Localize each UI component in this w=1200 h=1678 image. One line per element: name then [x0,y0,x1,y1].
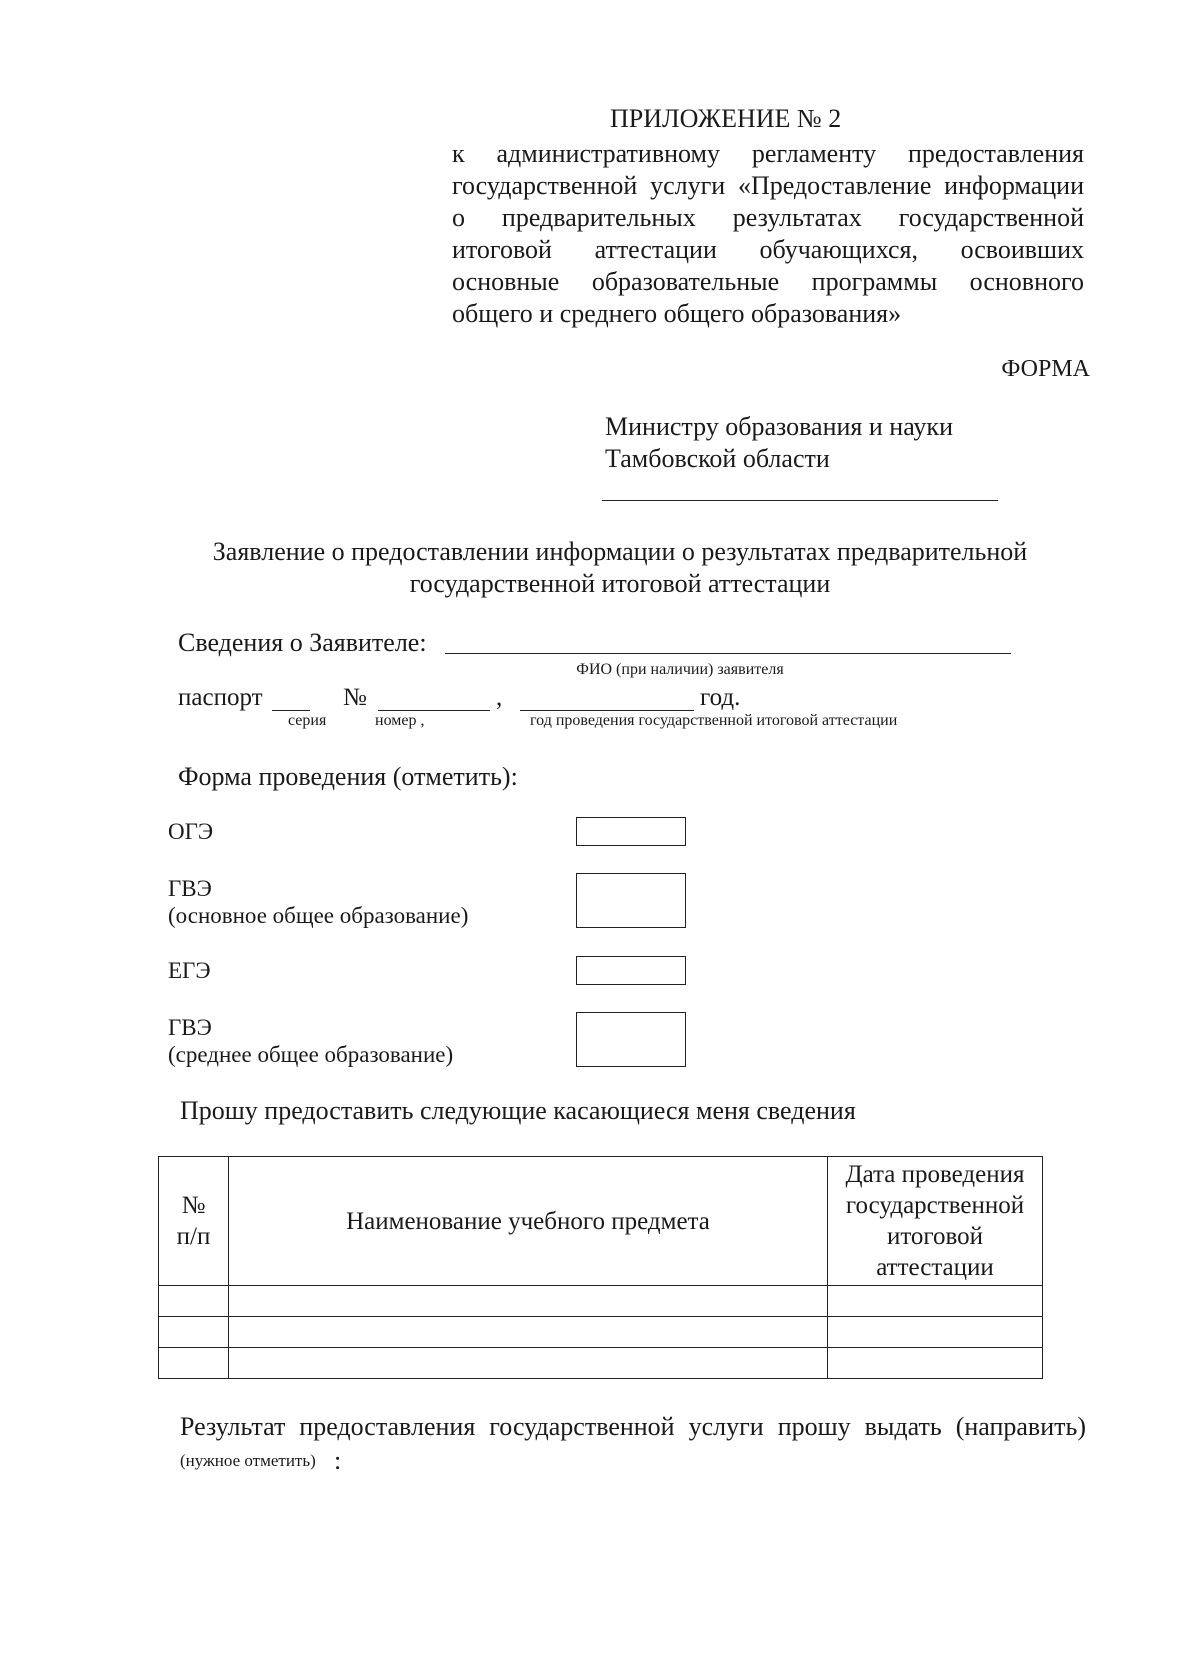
table-header-row [159,1157,1043,1286]
exam-year-field[interactable] [520,710,694,711]
annex-text: к административному регламенту предоставления государственной услуги «Предоставление информации о предварительных результатах государственной итоговой аттестации обучающихся, освоивших основные образовательные программы основного общего и среднего общего образования» [452,139,1084,328]
passport-number-field[interactable] [378,710,490,711]
option-ege-checkbox[interactable] [576,956,686,985]
option-oge-checkbox[interactable] [576,817,686,846]
number-sign: № [343,684,367,711]
result-colon: : [334,1446,342,1475]
table-cell-date[interactable] [828,1286,1043,1317]
table-row [159,1286,1043,1317]
option-gve-basic-label: ГВЭ [168,876,212,901]
exam-year-hint: год проведения государственной итоговой аттестации [530,712,898,729]
result-hint: (нужное отметить) [180,1451,316,1470]
applicant-name-hint: ФИО (при наличии) заявителя [576,661,784,678]
request-label: Прошу предоставить следующие касающиеся меня сведения [180,1096,856,1125]
addressee-blank-line[interactable] [602,500,998,501]
table-cell-subject[interactable] [229,1348,828,1379]
applicant-name-field[interactable] [445,653,1011,654]
series-hint: серия [288,712,327,729]
statement-title [180,536,1060,600]
year-suffix: год. [700,684,741,711]
option-gve-secondary-label: ГВЭ [168,1015,212,1040]
table-cell-date[interactable] [828,1348,1043,1379]
number-hint: номер , [375,712,425,729]
subjects-table [158,1156,1043,1379]
table-row [159,1317,1043,1348]
option-gve-secondary-checkbox[interactable] [576,1012,686,1067]
table-cell-subject[interactable] [229,1286,828,1317]
comma-separator: , [496,684,503,711]
form-mark: ФОРМА [1001,356,1090,382]
col-number-line-1: № [181,1192,206,1219]
col-number-header [159,1157,229,1286]
passport-series-field[interactable] [272,710,310,711]
col-date-line-2: государственной [845,1192,1025,1219]
table-cell-subject[interactable] [229,1317,828,1348]
exam-mode-label: Форма проведения (отметить): [178,762,518,791]
table-row [159,1348,1043,1379]
col-date-line-1: Дата проведения [845,1161,1025,1188]
col-subject-header: Наименование учебного предмета [229,1157,828,1286]
statement-title-line-2: государственной итоговой аттестации [409,569,831,598]
col-number-line-2: п/п [176,1223,211,1250]
option-gve-basic-checkbox[interactable] [576,873,686,928]
table-cell-number[interactable] [159,1286,229,1317]
table-cell-number[interactable] [159,1348,229,1379]
table-cell-date[interactable] [828,1317,1043,1348]
table-cell-number[interactable] [159,1317,229,1348]
applicant-label: Сведения о Заявителе: [178,628,427,657]
option-gve-secondary-note: (среднее общее образование) [168,1042,454,1067]
option-ege-label: ЕГЭ [168,958,211,983]
col-date-line-4: аттестации [876,1254,994,1281]
col-date-line-3: итоговой [886,1223,984,1250]
addressee-line-2: Тамбовской области [605,444,830,473]
passport-label: паспорт [178,684,263,711]
annex-title: ПРИЛОЖЕНИЕ № 2 [610,104,842,133]
option-oge-label: ОГЭ [168,819,214,844]
option-gve-basic-note: (основное общее образование) [168,903,469,928]
addressee-line-1: Министру образования и науки [605,412,953,441]
result-label: Результат предоставления государственной услуги прошу выдать (направить) [180,1412,1086,1441]
statement-title-line-1: Заявление о предоставлении информации о результатах предварительной [212,537,1028,566]
col-date-header [828,1157,1043,1286]
